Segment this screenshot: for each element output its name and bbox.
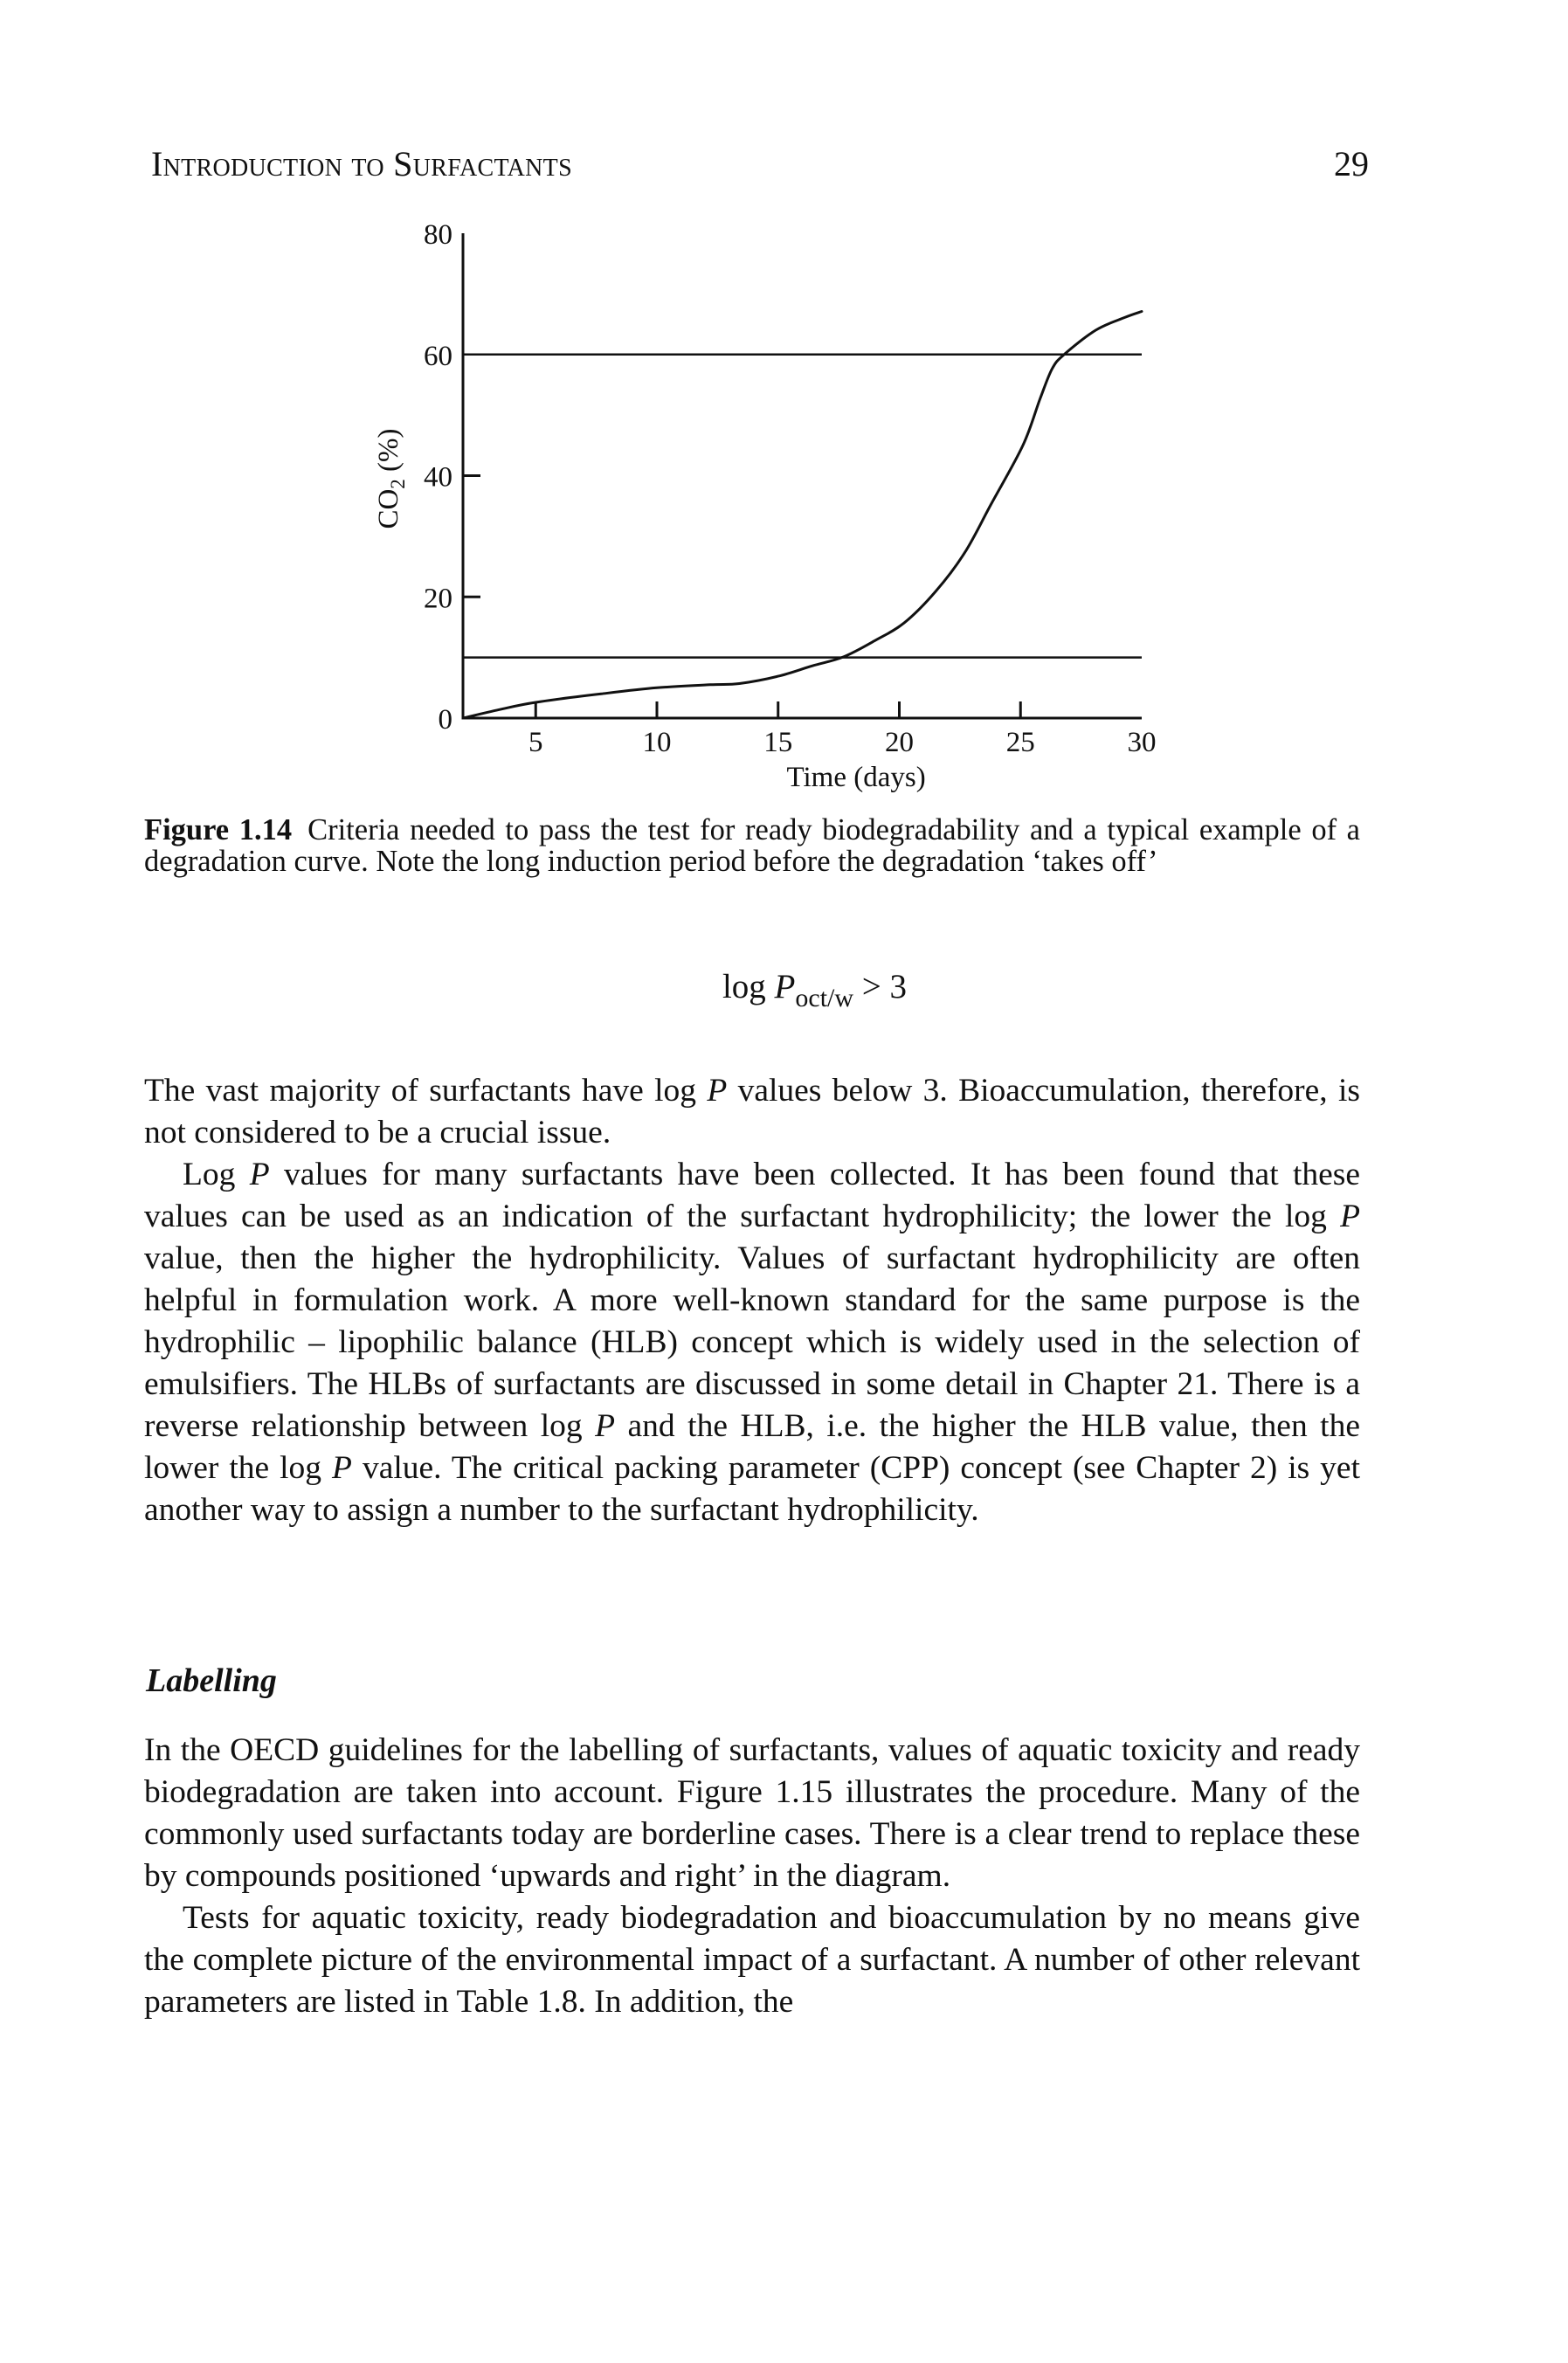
section-heading-labelling: Labelling <box>146 1662 277 1699</box>
y-axis-title-unit: (%) <box>373 428 404 480</box>
equation <box>0 970 1568 1012</box>
x-tick-label: 30 <box>1127 727 1157 758</box>
text-run: value. The critical packing parameter (CPP) concept (see Chapter 2) is yet another way to assign a number to the surfactant hydrophilicity. <box>144 1450 1360 1528</box>
text-run: values below 3. Bioaccumulation, therefore, is not considered to be a crucial issue. <box>144 1073 1360 1150</box>
figure-label: Figure 1.14 <box>144 813 293 846</box>
text-run: Log <box>183 1157 250 1192</box>
y-axis-title-main: CO <box>373 488 404 529</box>
degradation-chart <box>0 0 1568 821</box>
body-section-logp <box>144 1070 1360 1531</box>
y-axis-title <box>373 428 409 529</box>
paragraph-bioaccumulation <box>144 1070 1360 1154</box>
italic-variable: P <box>1340 1199 1360 1234</box>
y-tick-label: 0 <box>438 704 452 736</box>
italic-variable: P <box>332 1450 352 1486</box>
text-run: The vast majority of surfactants have log <box>144 1073 708 1109</box>
equation-subscript: oct/w <box>795 984 854 1012</box>
italic-variable: P <box>249 1157 270 1192</box>
figure-caption <box>144 814 1360 877</box>
body-section-labelling <box>144 1730 1360 2023</box>
running-title: Introduction to Surfactants <box>151 144 572 183</box>
text-run: and the HLB, i.e. the higher the HLB value, then the lower the log <box>144 1408 1360 1486</box>
x-tick-label: 10 <box>642 727 672 758</box>
y-tick-label: 20 <box>424 583 452 615</box>
text-run: value, then the higher the hydrophilicity. Values of surfactant hydrophilicity are often helpful in formulation work. A more well-known standard for the same purpose is the hydrophilic – lipophilic balance (HLB) concept which is widely used in the selection of emulsifiers. The HLBs of surfactants are discussed in some detail in Chapter 21. There is a reverse relationship between log <box>144 1240 1360 1444</box>
y-tick-label: 40 <box>424 461 452 494</box>
paragraph-oecd-guidelines: In the OECD guidelines for the labelling of surfactants, values of aquatic toxicity and ready biodegradation are taken into account. Figure 1.15 illustrates the procedure. Many of the commonly used surfactants today are borderline cases. There is a clear trend to replace these by compounds positioned ‘upwards and right’ in the diagram. <box>144 1732 1360 1894</box>
x-tick-label: 25 <box>1005 727 1035 758</box>
page-number: 29 <box>1334 144 1369 183</box>
chart-labels <box>373 219 1157 793</box>
equation-prefix: log <box>722 968 775 1005</box>
equation-variable: P <box>774 968 796 1005</box>
x-tick-label: 20 <box>885 727 914 758</box>
y-axis-title-subscript: 2 <box>387 479 409 489</box>
equation-suffix: > 3 <box>853 968 908 1005</box>
paragraph-logp-values <box>144 1154 1360 1531</box>
paragraph-tests: Tests for aquatic toxicity, ready biodegradation and bioaccumulation by no means give the complete picture of the environmental impact of a surfactant. A number of other relevant parameters are listed in Table 1.8. In addition, the <box>144 1900 1360 2020</box>
text-run: values for many surfactants have been collected. It has been found that these values can be used as an indication of the surfactant hydrophilicity; the lower the log <box>144 1157 1360 1234</box>
italic-variable: P <box>707 1073 728 1109</box>
y-tick-label: 80 <box>424 219 452 251</box>
x-axis-title: Time (days) <box>786 762 926 793</box>
chart-axes <box>462 233 1143 720</box>
caption-text: Criteria needed to pass the test for ready biodegradability and a typical example of a degradation curve. Note the long induction period before the degradation ‘takes off’ <box>144 813 1360 878</box>
y-tick-label: 60 <box>424 340 452 372</box>
x-tick-label: 15 <box>763 727 793 758</box>
italic-variable: P <box>595 1408 616 1444</box>
x-tick-label: 5 <box>528 727 543 758</box>
